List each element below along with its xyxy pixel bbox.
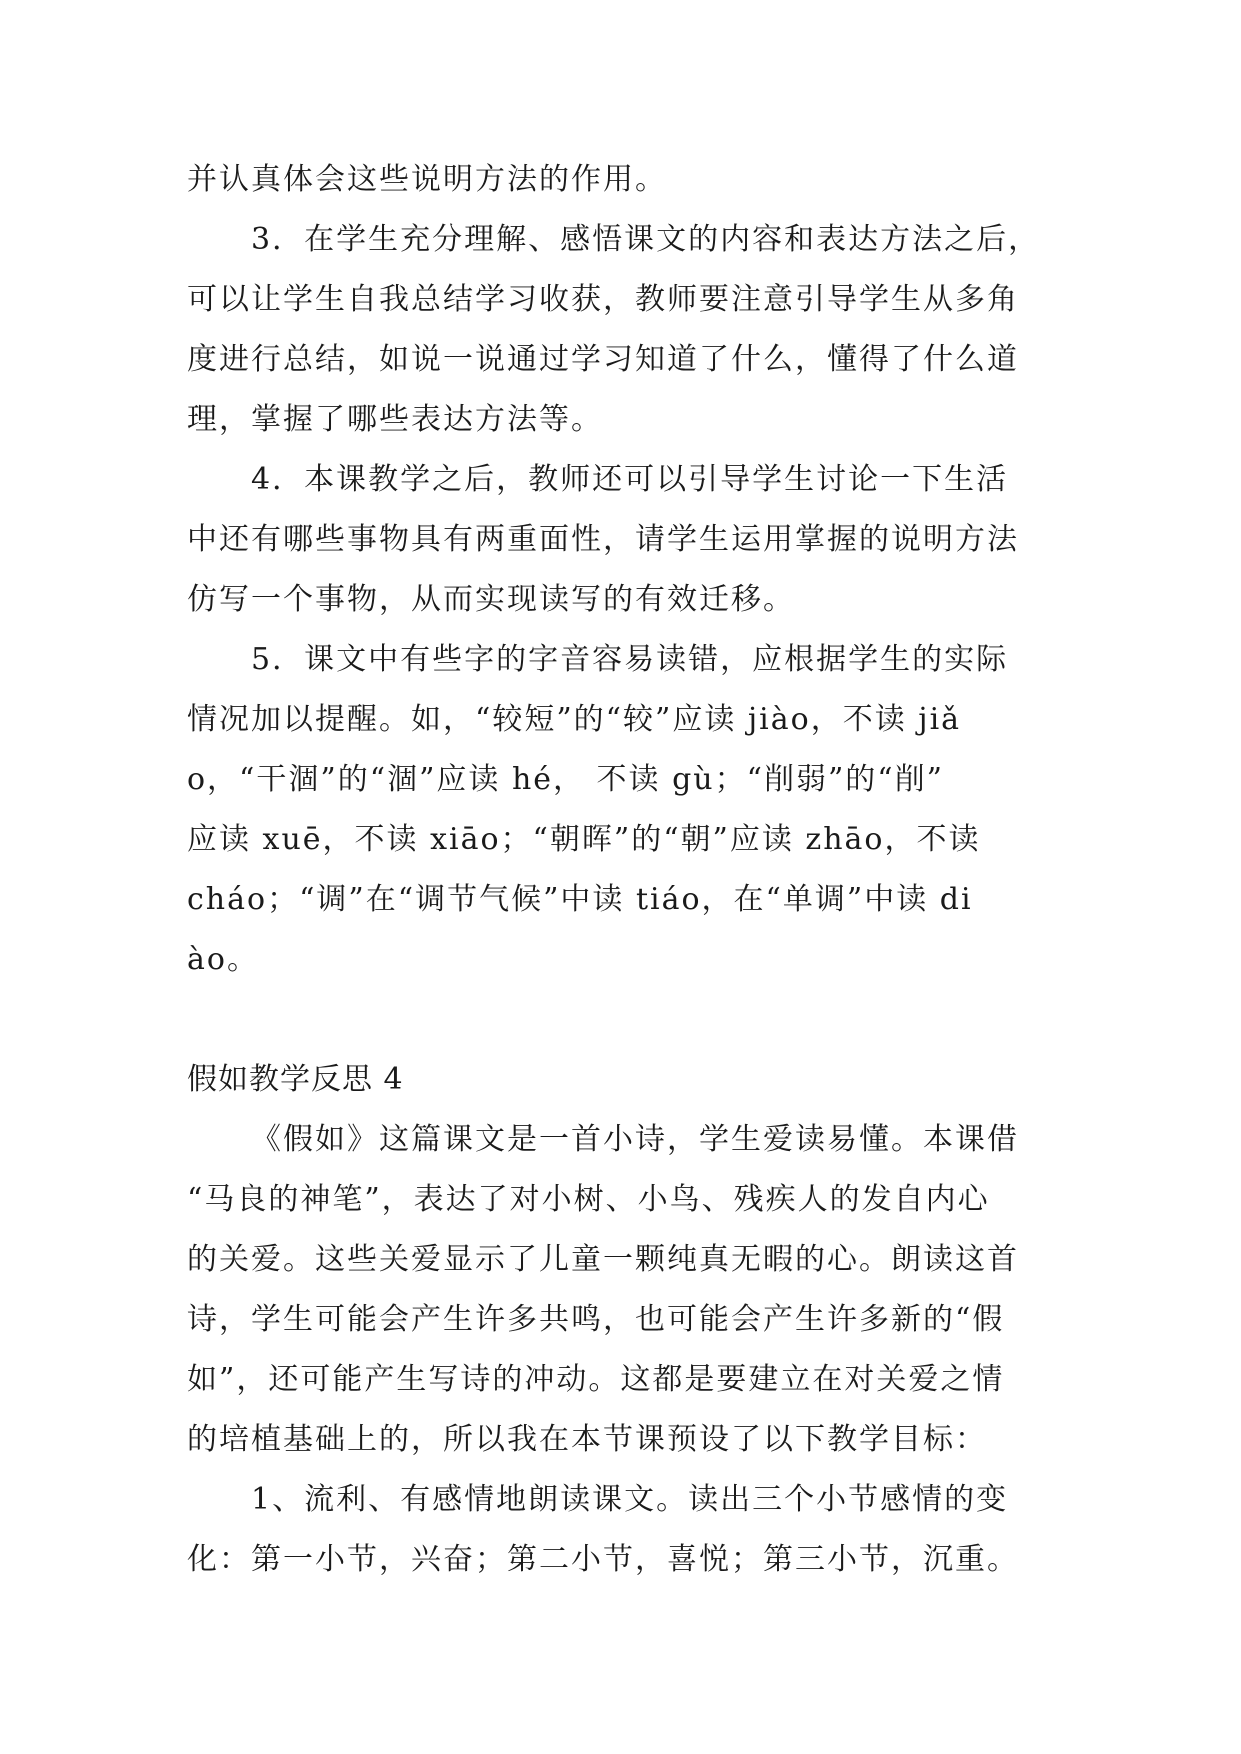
paragraph-line: 5．课文中有些字的字音容易读错，应根据学生的实际: [251, 642, 1009, 677]
paragraph-line: o，“干涸”的“涸”应读 hé， 不读 gù；“削弱”的“削”: [187, 762, 944, 797]
paragraph-line: cháo；“调”在“调节气候”中读 tiáo，在“单调”中读 di: [187, 882, 973, 917]
paragraph-line: 的关爱。这些关爱显示了儿童一颗纯真无暇的心。朗读这首: [187, 1242, 1019, 1277]
paragraph-line: 如”，还可能产生写诗的冲动。这都是要建立在对关爱之情: [187, 1362, 1005, 1397]
paragraph-line: 化：第一小节，兴奋；第二小节，喜悦；第三小节，沉重。: [187, 1542, 1019, 1577]
paragraph-line: 并认真体会这些说明方法的作用。: [187, 162, 667, 197]
paragraph-line: 诗，学生可能会产生许多共鸣，也可能会产生许多新的“假: [187, 1302, 1005, 1337]
paragraph-line: 仿写一个事物，从而实现读写的有效迁移。: [187, 582, 795, 617]
paragraph-line: “马良的神笔”，表达了对小树、小鸟、残疾人的发自内心: [187, 1182, 990, 1217]
paragraph-line: 理，掌握了哪些表达方法等。: [187, 402, 603, 437]
section-title: 假如教学反思 4: [187, 1062, 404, 1097]
paragraph-line: 情况加以提醒。如，“较短”的“较”应读 jiào，不读 jiǎ: [187, 702, 962, 737]
paragraph-line: 中还有哪些事物具有两重面性，请学生运用掌握的说明方法: [187, 522, 1019, 557]
paragraph-line: 的培植基础上的，所以我在本节课预设了以下教学目标：: [187, 1422, 987, 1457]
paragraph-line: 《假如》这篇课文是一首小诗，学生爱读易懂。本课借: [251, 1122, 1019, 1157]
paragraph-line: 应读 xuē，不读 xiāo；“朝晖”的“朝”应读 zhāo，不读: [187, 822, 981, 857]
paragraph-line: 可以让学生自我总结学习收获，教师要注意引导学生从多角: [187, 282, 1019, 317]
paragraph-line: 4．本课教学之后，教师还可以引导学生讨论一下生活: [251, 462, 1009, 497]
paragraph-line: 3．在学生充分理解、感悟课文的内容和表达方法之后，: [251, 222, 1041, 257]
paragraph-line: ào。: [187, 942, 259, 977]
document-page: [187, 150, 1067, 1590]
section-gap: [187, 990, 1067, 1050]
paragraph-line: 度进行总结，如说一说通过学习知道了什么，懂得了什么道: [187, 342, 1019, 377]
paragraph-line: 1、流利、有感情地朗读课文。读出三个小节感情的变: [251, 1482, 1009, 1517]
